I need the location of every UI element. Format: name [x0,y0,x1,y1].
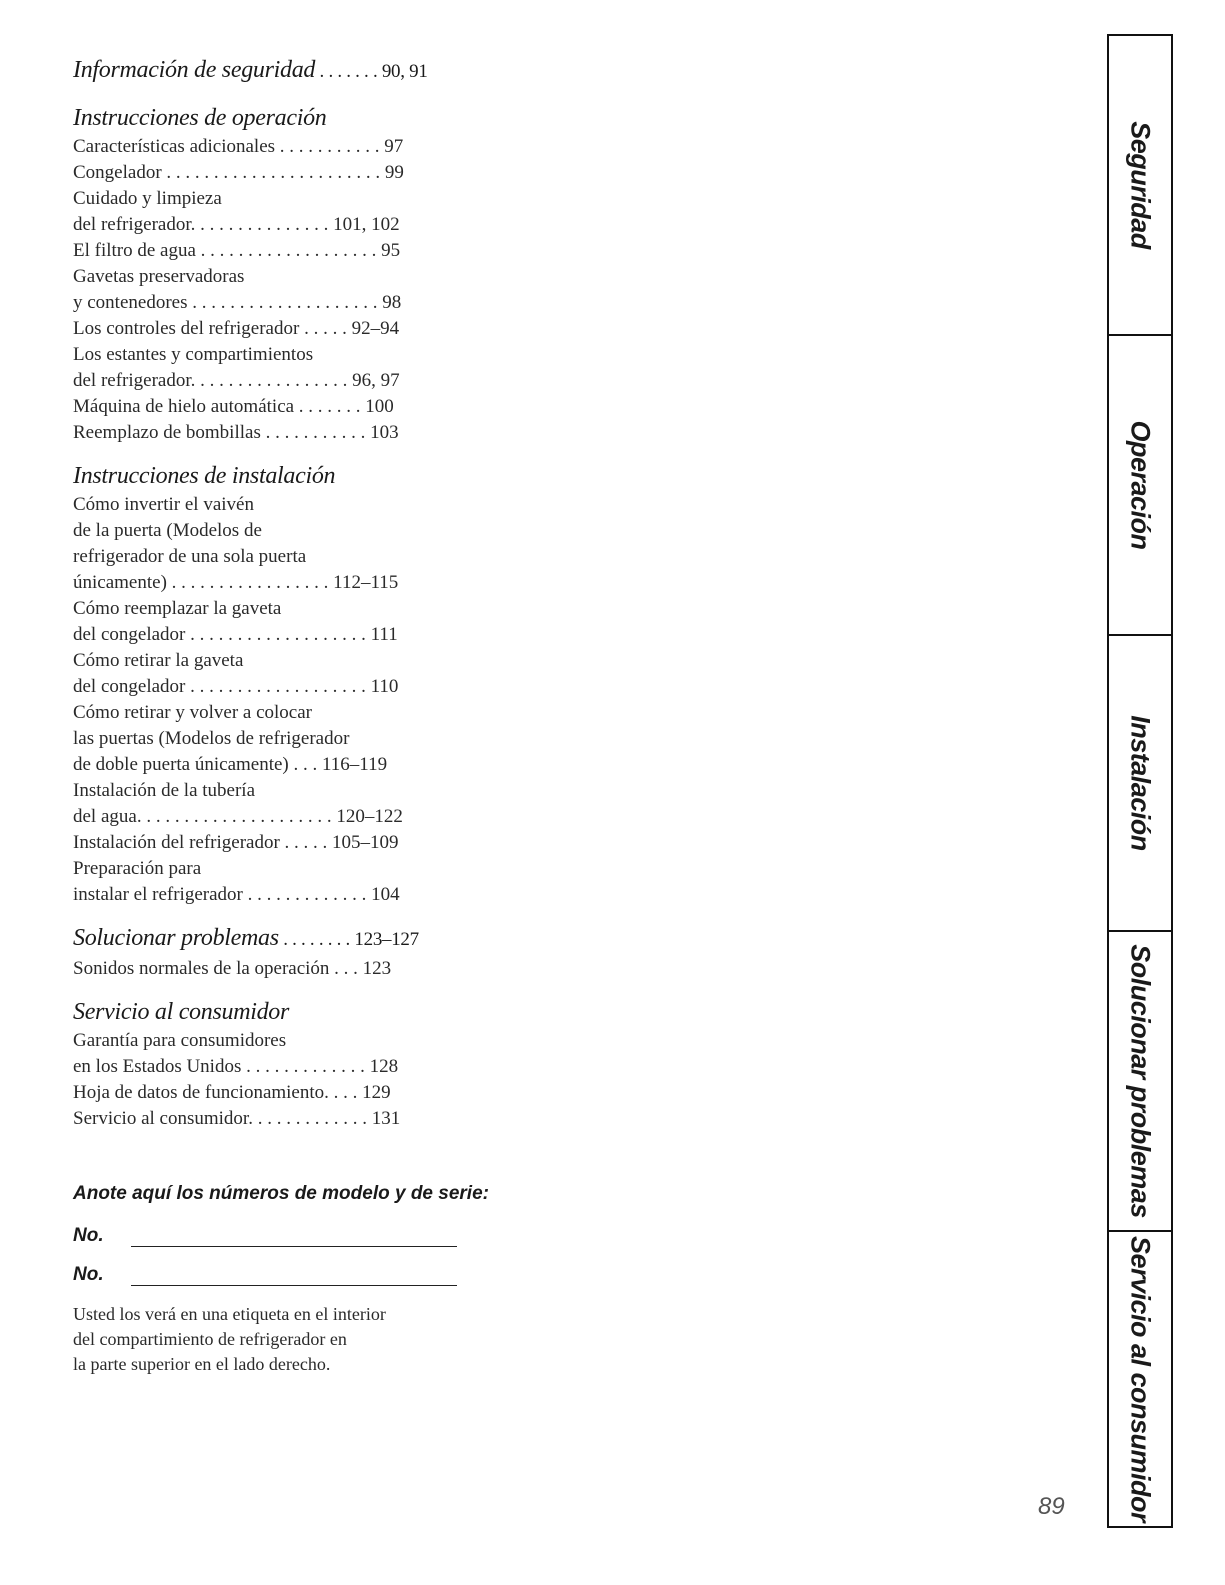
toc-entry[interactable]: en los Estados Unidos . . . . . . . . . . . . . 128 [73,1056,399,1077]
model-serial-record [73,1180,493,1377]
toc-entry[interactable]: Sonidos normales de la operación . . . 123 [73,958,392,979]
section-tabs [1107,34,1173,1528]
page-number: 89 [1038,1493,1065,1520]
tab-label: Servicio al consumidor [1125,1235,1156,1523]
tab-solucionar-problemas[interactable] [1109,932,1171,1232]
toc-entry[interactable]: y contenedores . . . . . . . . . . . . . . . . . . . . 98 [73,292,402,313]
toc-entry[interactable]: instalar el refrigerador . . . . . . . . . . . . . 104 [73,884,400,905]
toc-entry[interactable]: del agua. . . . . . . . . . . . . . . . . . . . . 120–122 [73,806,403,827]
toc-section-title[interactable] [73,54,463,88]
toc-entry[interactable]: Los controles del refrigerador . . . . . 92–94 [73,318,400,339]
tab-label: Instalación [1125,715,1156,851]
toc-entry[interactable]: del congelador . . . . . . . . . . . . . . . . . . . 110 [73,676,399,697]
model-number-line [131,1222,457,1247]
tab-label: Solucionar problemas [1125,944,1156,1218]
toc-entry[interactable]: Características adicionales . . . . . . . . . . . 97 [73,136,404,157]
toc-entry[interactable]: Preparación para [73,858,202,879]
toc-entry[interactable]: las puertas (Modelos de refrigerador [73,728,350,749]
tab-operacion[interactable] [1109,336,1171,636]
toc-entry[interactable]: del refrigerador. . . . . . . . . . . . . . . 101, 102 [73,214,400,235]
toc-section-title[interactable]: Instrucciones de instalación [73,463,336,489]
toc-entry[interactable]: Cuidado y limpieza [73,188,222,209]
toc-section-problemas [73,922,463,982]
toc-entry[interactable]: del refrigerador. . . . . . . . . . . . . . . . . 96, 97 [73,370,400,391]
note-line: la parte superior en el lado derecho. [73,1354,331,1374]
tab-instalacion[interactable] [1109,636,1171,932]
toc-entry[interactable]: Los estantes y compartimientos [73,344,314,365]
note-line: Usted los verá en una etiqueta en el interior [73,1304,386,1324]
toc-entry[interactable]: Cómo retirar y volver a colocar [73,702,312,723]
toc-section-operacion [73,102,463,446]
toc-entry[interactable]: Servicio al consumidor. . . . . . . . . . . . . 131 [73,1108,401,1129]
toc-section-title[interactable]: Servicio al consumidor [73,999,290,1025]
record-title: Anote aquí los números de modelo y de serie: [73,1183,489,1204]
record-note [73,1302,493,1377]
toc-entry[interactable]: Máquina de hielo automática . . . . . . . 100 [73,396,394,417]
toc-entry[interactable]: Congelador . . . . . . . . . . . . . . . . . . . . . . . 99 [73,162,404,183]
toc-entry[interactable]: de doble puerta únicamente) . . . 116–119 [73,754,388,775]
toc-entry[interactable]: Cómo reemplazar la gaveta [73,598,282,619]
serial-number-row [73,1261,493,1286]
tab-label: Operación [1125,420,1156,550]
toc-section-instalacion [73,460,463,908]
tab-label: Seguridad [1125,121,1156,249]
toc-entry[interactable]: del congelador . . . . . . . . . . . . . . . . . . . 111 [73,624,398,645]
section-title-text: Información de seguridad [73,57,316,83]
toc-entry[interactable]: Cómo invertir el vaivén [73,494,254,515]
tab-servicio-al-consumidor[interactable] [1109,1232,1171,1526]
toc-section-seguridad [73,54,463,88]
toc-entry[interactable]: El filtro de agua . . . . . . . . . . . . . . . . . . . 95 [73,240,401,261]
toc-entry[interactable]: Reemplazo de bombillas . . . . . . . . . . . 103 [73,422,399,443]
tab-seguridad[interactable] [1109,36,1171,336]
toc-section-title[interactable] [73,922,463,956]
toc-entry[interactable]: refrigerador de una sola puerta [73,546,307,567]
toc-entry[interactable]: únicamente) . . . . . . . . . . . . . . . . . 112–115 [73,572,399,593]
model-number-label: No. [73,1225,104,1246]
model-number-row [73,1222,493,1247]
toc-section-title[interactable]: Instrucciones de operación [73,105,327,131]
toc-entry[interactable]: Gavetas preservadoras [73,266,245,287]
table-of-contents [73,54,463,1146]
serial-number-line [131,1261,457,1286]
toc-entry[interactable]: de la puerta (Modelos de [73,520,262,541]
toc-entry[interactable]: Garantía para consumidores [73,1030,287,1051]
toc-entry[interactable]: Hoja de datos de funcionamiento. . . . 129 [73,1082,391,1103]
toc-entry[interactable]: Instalación del refrigerador . . . . . 105–109 [73,832,399,853]
section-title-pages: . . . . . . . 90, 91 [315,61,428,82]
toc-entry[interactable]: Instalación de la tubería [73,780,256,801]
section-title-pages: . . . . . . . . 123–127 [278,929,419,950]
toc-section-servicio [73,996,463,1132]
toc-entry[interactable]: Cómo retirar la gaveta [73,650,244,671]
note-line: del compartimiento de refrigerador en [73,1329,347,1349]
serial-number-label: No. [73,1264,104,1285]
section-title-text: Solucionar problemas [73,925,279,951]
